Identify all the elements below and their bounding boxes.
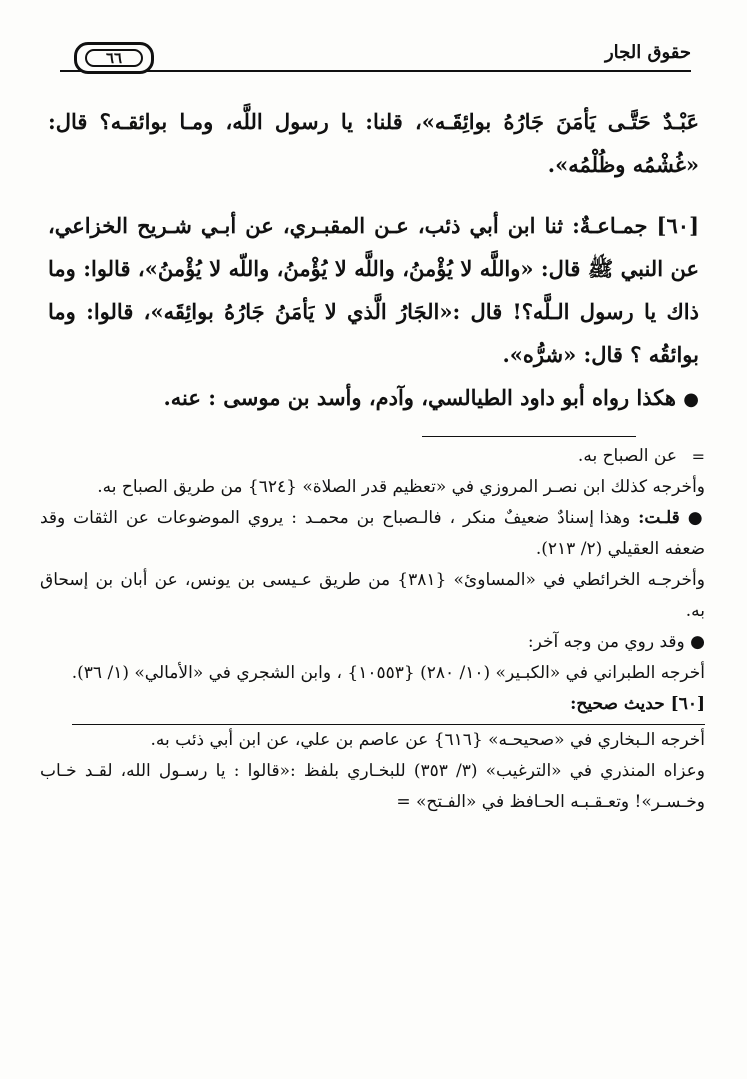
bullet-icon: ● (690, 632, 705, 652)
main-text (48, 100, 699, 421)
footnote-paragraph-3 (40, 503, 705, 565)
footnote-text-8: وعزاه المنذري في «الترغيب» (٣/ ٣٥٣) للبخـاري بلفظ :«قالوا : يا رسـول الله، لقـد خـاب وخـسـر»! وتعـقـبـه الحـافظ في «الفـتح» = (40, 761, 705, 812)
page-number: ٦٦ (105, 48, 123, 67)
footnote-text-5: وقد روي من وجه آخر: (527, 632, 685, 652)
page-header (60, 40, 691, 88)
page-number-badge (74, 42, 154, 74)
header-rule (60, 70, 691, 72)
footnotes (40, 441, 705, 818)
footnote-separator (422, 436, 636, 437)
hadith-grading-heading: [٦٠] حديث صحيح: (570, 694, 705, 714)
page-number-frame (85, 49, 143, 67)
hadith-60-paragraph: [٦٠] جمـاعـةٌ: ثنا ابن أبي ذئب، عـن المقبـري، عن أبـي شـريح الخزاعي، عن النبي ﷺ قال: «واللَّه لا يُؤْمنُ، واللَّه لا يُؤْمنُ، واللّه لا يُؤْمنُ»، قالوا: وما ذاك يا رسول الـلَّه؟! قال :«الجَارُ الَّذي لا يَأمَنُ جَارُهُ بوائِقَه»، قالوا: وما بوائقُه ؟ قال: «شرُّه». (48, 213, 699, 367)
main-paragraph-1: عَبْـدٌ حَتَّـى يَأمَنَ جَارُهُ بوائِقَـه»، قلنا: يا رسول اللَّه، ومـا بوائقـه؟ قال: «غُشْمُه وظُلْمُه». (48, 109, 699, 177)
bullet-icon: ● (683, 389, 699, 410)
footnote-text-7: أخرجه الـبخاري في «صحيحـه» {٦١٦} عن عاصم بن علي، عن ابن أبي ذئب به. (150, 730, 705, 750)
running-title: حقوق الجار (604, 42, 691, 63)
main-paragraph-3 (48, 376, 699, 421)
footnote-text-6: أخرجه الطبراني في «الكبـير» (١٠/ ٢٨٠) {١٠٥٥٣} ، وابن الشجري في «الأمالي» (١/ ٣٦). (71, 663, 705, 683)
footnote-text-4: وأخرجـه الخرائطي في «المساوئ» {٣٨١} من طريق عـيسى بن يونس، عن أبان بن إسحاق به. (40, 570, 705, 621)
footnote-text-1: عن الصباح به. (577, 446, 677, 466)
footnote-continuation (40, 441, 705, 472)
footnote-text-3: وهذا إسنادٌ ضعيفٌ منكر ، فالـصباح بن محمـد : يروي الموضوعات عن الثقات وقد ضعفه العقيلي (٢/ ٢١٣). (40, 508, 705, 559)
footnote-label-qult: قلـت: (638, 508, 680, 528)
footnote-paragraph-5 (40, 627, 705, 658)
continuation-mark: = (691, 447, 705, 466)
main-paragraph-3-text: هكذا رواه أبو داود الطيالسي، وآدم، وأسد بن موسى : عنه. (163, 385, 676, 410)
paragraph-gap (48, 186, 699, 204)
footnote-text-2: وأخرجه كذلك ابن نصـر المروزي في «تعظيم قدر الصلاة» {٦٢٤} من طريق الصباح به. (97, 477, 705, 497)
bullet-icon: ● (687, 508, 706, 528)
